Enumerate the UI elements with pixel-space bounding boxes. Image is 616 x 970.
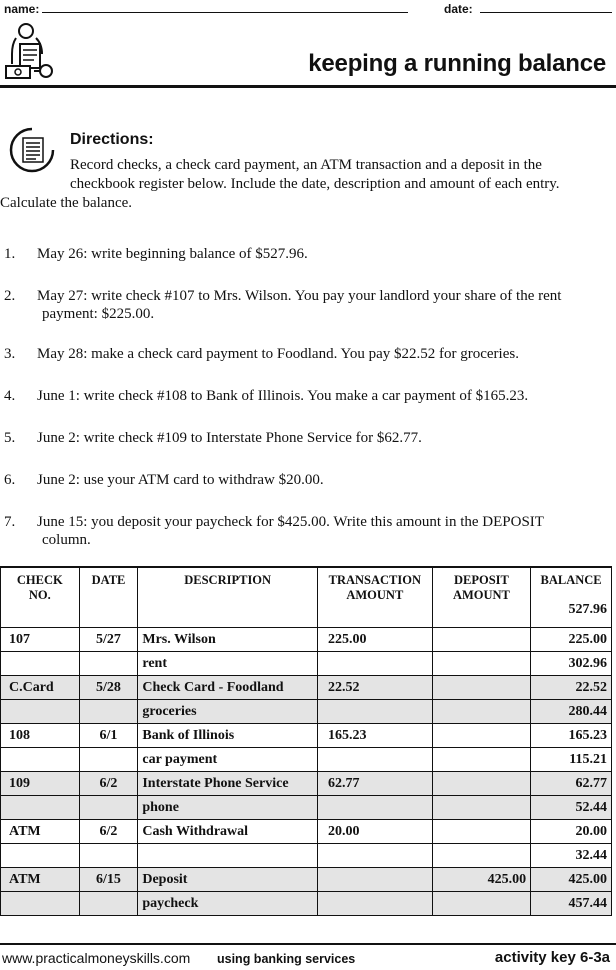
cell-check [1, 652, 80, 676]
cell-transaction [317, 700, 432, 724]
cell-balance: 22.52 [531, 676, 612, 700]
cell-check: C.Card [1, 676, 80, 700]
cell-date: 6/15 [79, 868, 138, 892]
cell-deposit [432, 652, 530, 676]
cell-date [79, 748, 138, 772]
cell-check [1, 700, 80, 724]
cell-transaction [317, 868, 432, 892]
cell-date: 5/27 [79, 628, 138, 652]
table-row [1, 748, 612, 772]
cell-deposit [432, 748, 530, 772]
cell-description: Deposit [138, 868, 318, 892]
name-label: name: [4, 2, 40, 16]
cell-check [1, 748, 80, 772]
cell-date: 6/1 [79, 724, 138, 748]
cell-balance: 165.23 [531, 724, 612, 748]
header-date: DATE [79, 567, 138, 628]
cell-date [79, 652, 138, 676]
cell-check [1, 844, 80, 868]
cell-check: 109 [1, 772, 80, 796]
cell-balance: 302.96 [531, 652, 612, 676]
cell-deposit [432, 772, 530, 796]
cell-deposit [432, 628, 530, 652]
footer-divider [0, 943, 616, 945]
cell-description: rent [138, 652, 318, 676]
cell-description [138, 844, 318, 868]
date-line [480, 12, 612, 13]
cell-deposit [432, 676, 530, 700]
cell-balance: 280.44 [531, 700, 612, 724]
table-row [1, 820, 612, 844]
table-row [1, 772, 612, 796]
cell-deposit [432, 724, 530, 748]
cell-date: 6/2 [79, 820, 138, 844]
cell-description: Bank of Illinois [138, 724, 318, 748]
cell-transaction: 225.00 [317, 628, 432, 652]
cell-description: car payment [138, 748, 318, 772]
table-row [1, 844, 612, 868]
cell-date [79, 844, 138, 868]
cell-date [79, 892, 138, 916]
cell-transaction: 22.52 [317, 676, 432, 700]
footer-activity-key: activity key 6-3a [494, 949, 610, 966]
cell-deposit [432, 700, 530, 724]
directions-line-2: checkbook register below. Include the date, description and amount of each entry. [70, 176, 560, 192]
header-check-no: CHECK NO. [1, 567, 80, 628]
date-label: date: [444, 2, 473, 16]
cell-check [1, 796, 80, 820]
title-divider [0, 85, 616, 88]
directions-line-1: Record checks, a check card payment, an ATM transaction and a deposit in the [70, 157, 542, 173]
directions-text [0, 156, 600, 213]
cell-deposit [432, 820, 530, 844]
table-row [1, 652, 612, 676]
cell-transaction [317, 748, 432, 772]
cell-transaction [317, 844, 432, 868]
header-transaction-amount: TRANSACTION AMOUNT [317, 567, 432, 628]
cell-description: paycheck [138, 892, 318, 916]
header-description: DESCRIPTION [138, 567, 318, 628]
cell-check: ATM [1, 820, 80, 844]
table-row [1, 868, 612, 892]
table-row [1, 700, 612, 724]
cell-description: Cash Withdrawal [138, 820, 318, 844]
cell-transaction: 165.23 [317, 724, 432, 748]
cell-deposit [432, 892, 530, 916]
cell-balance: 225.00 [531, 628, 612, 652]
cell-description: Interstate Phone Service [138, 772, 318, 796]
cell-balance: 52.44 [531, 796, 612, 820]
cell-transaction [317, 796, 432, 820]
starting-balance: 527.96 [568, 602, 607, 617]
cell-balance: 425.00 [531, 868, 612, 892]
cell-transaction: 62.77 [317, 772, 432, 796]
cell-balance: 115.21 [531, 748, 612, 772]
header-deposit-amount: DEPOSIT AMOUNT [432, 567, 530, 628]
table-row [1, 892, 612, 916]
cell-balance: 32.44 [531, 844, 612, 868]
directions-line-3: Calculate the balance. [0, 195, 133, 211]
cell-transaction: 20.00 [317, 820, 432, 844]
header-balance: BALANCE 527.96 [531, 567, 612, 628]
cell-date: 5/28 [79, 676, 138, 700]
cell-description: phone [138, 796, 318, 820]
footer-url: www.practicalmoneyskills.com [2, 950, 191, 966]
table-row [1, 628, 612, 652]
footer-section: using banking services [217, 952, 356, 966]
cell-transaction [317, 892, 432, 916]
name-line [42, 12, 408, 13]
cell-check: 107 [1, 628, 80, 652]
table-row [1, 724, 612, 748]
cell-balance: 62.77 [531, 772, 612, 796]
cell-description: Mrs. Wilson [138, 628, 318, 652]
cell-check: ATM [1, 868, 80, 892]
cell-balance: 457.44 [531, 892, 612, 916]
cell-date: 6/2 [79, 772, 138, 796]
cell-description: groceries [138, 700, 318, 724]
banking-person-icon [4, 22, 60, 80]
page-title: keeping a running balance [308, 50, 606, 77]
table-row [1, 796, 612, 820]
table-row [1, 676, 612, 700]
cell-balance: 20.00 [531, 820, 612, 844]
cell-date [79, 796, 138, 820]
cell-check [1, 892, 80, 916]
cell-deposit: 425.00 [432, 868, 530, 892]
cell-deposit [432, 796, 530, 820]
cell-date [79, 700, 138, 724]
register-header-row [1, 567, 612, 628]
cell-transaction [317, 652, 432, 676]
cell-description: Check Card - Foodland [138, 676, 318, 700]
directions-heading: Directions: [70, 131, 154, 148]
checkbook-register [0, 566, 612, 916]
cell-check: 108 [1, 724, 80, 748]
cell-deposit [432, 844, 530, 868]
